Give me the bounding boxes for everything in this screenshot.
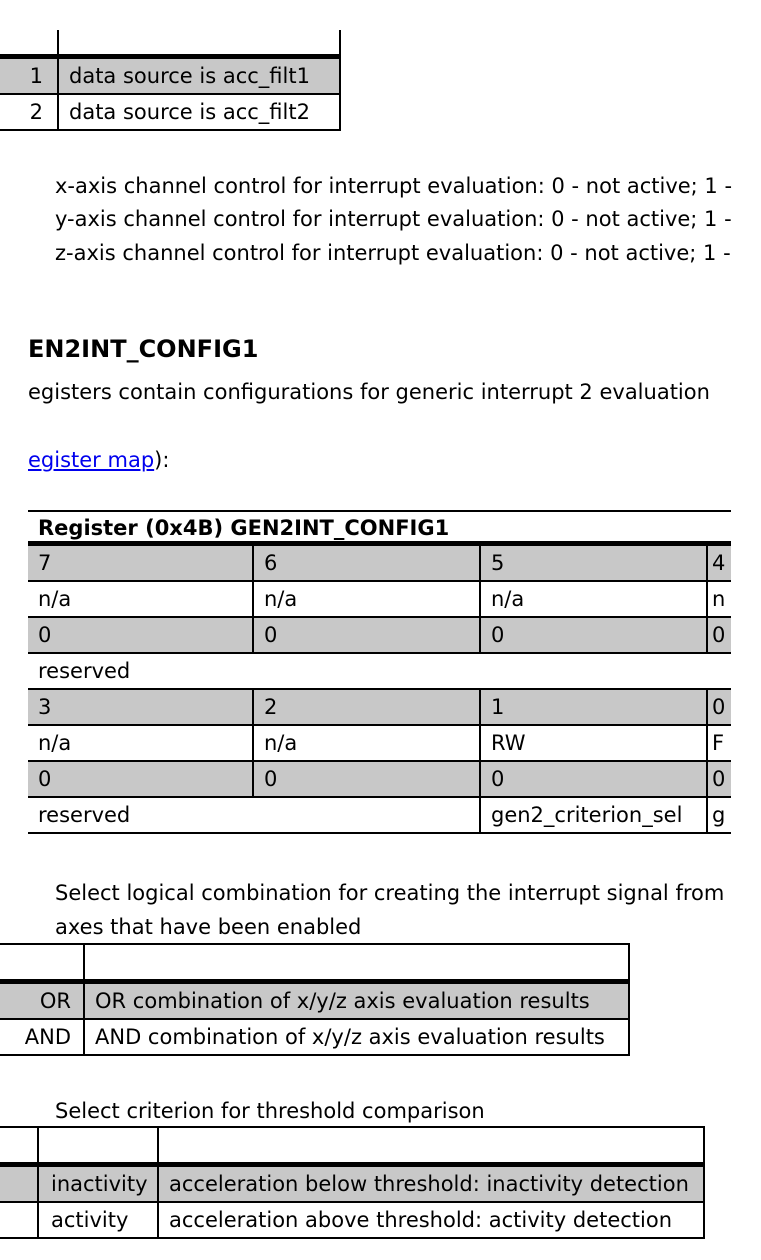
register-title: Register (0x4B) GEN2INT_CONFIG1 xyxy=(28,510,731,546)
table-row xyxy=(0,982,629,1020)
criterion-description: Select criterion for threshold comparison xyxy=(55,1099,485,1123)
access-cell: F xyxy=(707,725,731,761)
value-cell: 1 xyxy=(0,57,58,95)
bit-cell: 0 xyxy=(707,689,731,725)
access-cell: n/a xyxy=(28,581,253,617)
table-row xyxy=(0,1165,704,1203)
section-heading: EN2INT_CONFIG1 xyxy=(28,335,259,363)
table-row xyxy=(0,57,340,95)
value-cell: activity xyxy=(38,1202,158,1238)
axis-line-y: y-axis channel control for interrupt evaluation: 0 - not active; 1 - xyxy=(55,207,732,231)
table-header-row xyxy=(0,30,340,57)
reset-row-upper xyxy=(28,617,731,653)
axis-line-z: z-axis channel control for interrupt evaluation: 0 - not active; 1 - xyxy=(55,241,731,265)
bit-cell: 6 xyxy=(253,546,480,581)
register-map-link[interactable]: egister map xyxy=(28,448,155,472)
combo-description-line2: axes that have been enabled xyxy=(55,915,362,939)
bit-cell: 3 xyxy=(28,689,253,725)
reset-cell: 0 xyxy=(253,761,480,797)
field-name-cell: reserved xyxy=(28,797,480,833)
table-row xyxy=(0,94,340,130)
description-cell: OR combination of x/y/z axis evaluation results xyxy=(84,982,629,1020)
data-source-table xyxy=(0,30,341,131)
value-cell: inactivity xyxy=(38,1165,158,1203)
reset-cell: 0 xyxy=(707,617,731,653)
bit-row-lower xyxy=(28,689,731,725)
table-header-row xyxy=(0,1127,704,1165)
reset-cell: 0 xyxy=(28,617,253,653)
description-cell: acceleration above threshold: activity detection xyxy=(158,1202,704,1238)
combo-description-line1: Select logical combination for creating the interrupt signal from xyxy=(55,881,725,905)
bit-cell: 7 xyxy=(28,546,253,581)
table-row xyxy=(0,1019,629,1055)
access-cell: n/a xyxy=(28,725,253,761)
description-cell: data source is acc_filt1 xyxy=(58,57,340,95)
bit-cell: 2 xyxy=(253,689,480,725)
value-cell: AND xyxy=(0,1019,84,1055)
description-cell: data source is acc_filt2 xyxy=(58,94,340,130)
access-cell: n xyxy=(707,581,731,617)
access-cell: n/a xyxy=(253,581,480,617)
table-row xyxy=(0,1202,704,1238)
bit-cell: 4 xyxy=(707,546,731,581)
reset-cell: 0 xyxy=(253,617,480,653)
criterion-table xyxy=(0,1126,705,1239)
access-row-lower xyxy=(28,725,731,761)
bit-cell: 5 xyxy=(480,546,707,581)
field-name-cell: reserved xyxy=(28,653,731,689)
description-cell: AND combination of x/y/z axis evaluation results xyxy=(84,1019,629,1055)
reset-cell: 0 xyxy=(480,761,707,797)
reset-cell: 0 xyxy=(28,761,253,797)
name-row-lower xyxy=(28,797,731,833)
access-row-upper xyxy=(28,581,731,617)
reset-cell: 0 xyxy=(707,761,731,797)
axis-line-x: x-axis channel control for interrupt evaluation: 0 - not active; 1 - xyxy=(55,174,733,198)
combo-table xyxy=(0,943,630,1056)
access-cell: RW xyxy=(480,725,707,761)
table-header-row xyxy=(0,944,629,982)
value-cell: 2 xyxy=(0,94,58,130)
bit-cell: 1 xyxy=(480,689,707,725)
field-name-cell: g xyxy=(707,797,731,833)
register-table xyxy=(28,546,731,834)
reset-row-lower xyxy=(28,761,731,797)
register-map-reference xyxy=(28,447,169,473)
value-cell: OR xyxy=(0,982,84,1020)
bit-row-upper xyxy=(28,546,731,581)
section-description: egisters contain configurations for generic interrupt 2 evaluation xyxy=(28,380,710,404)
name-row-upper xyxy=(28,653,731,689)
access-cell: n/a xyxy=(480,581,707,617)
link-suffix: ): xyxy=(154,448,170,472)
field-name-cell: gen2_criterion_sel xyxy=(480,797,707,833)
description-cell: acceleration below threshold: inactivity detection xyxy=(158,1165,704,1203)
reset-cell: 0 xyxy=(480,617,707,653)
access-cell: n/a xyxy=(253,725,480,761)
